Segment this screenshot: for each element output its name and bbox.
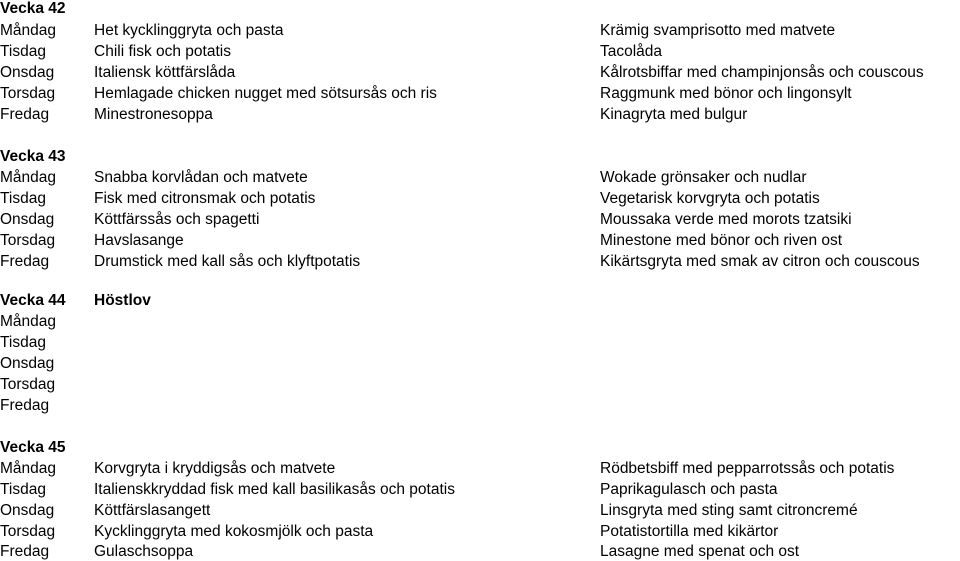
day-label: Onsdag bbox=[0, 502, 55, 519]
day-label: Måndag bbox=[0, 460, 57, 477]
day-label: Tisdag bbox=[0, 334, 46, 351]
day-label: Fredag bbox=[0, 543, 50, 560]
dish-alternative: Rödbetsbiff med pepparrotssås och potatis bbox=[600, 460, 895, 477]
dish-alternative: Wokade grönsaker och nudlar bbox=[600, 169, 807, 186]
day-label: Måndag bbox=[0, 313, 57, 330]
day-label: Måndag bbox=[0, 169, 57, 186]
dish-alternative: Kålrotsbiffar med champinjonsås och couscous bbox=[600, 64, 924, 81]
dish-primary: Minestronesoppa bbox=[94, 106, 213, 123]
dish-primary: Drumstick med kall sås och klyftpotatis bbox=[94, 253, 361, 270]
day-label: Torsdag bbox=[0, 232, 56, 249]
dish-primary: Köttfärssås och spagetti bbox=[94, 211, 260, 228]
day-label: Onsdag bbox=[0, 64, 55, 81]
dish-alternative: Krämig svamprisotto med matvete bbox=[600, 22, 836, 39]
dish-primary: Italiensk köttfärslåda bbox=[94, 64, 236, 81]
dish-primary: Chili fisk och potatis bbox=[94, 43, 231, 60]
day-label: Fredag bbox=[0, 397, 50, 414]
dish-primary: Havslasange bbox=[94, 232, 184, 249]
dish-primary: Köttfärslasangett bbox=[94, 502, 211, 519]
dish-primary: Hemlagade chicken nugget med sötsursås och ris bbox=[94, 85, 437, 102]
dish-primary: Korvgryta i kryddigsås och matvete bbox=[94, 460, 336, 477]
day-label: Fredag bbox=[0, 106, 50, 123]
dish-alternative: Vegetarisk korvgryta och potatis bbox=[600, 190, 820, 207]
week-header: Vecka 43 bbox=[0, 148, 66, 165]
dish-alternative: Minestone med bönor och riven ost bbox=[600, 232, 843, 249]
dish-alternative: Kikärtsgryta med smak av citron och couscous bbox=[600, 253, 920, 270]
dish-primary: Snabba korvlådan och matvete bbox=[94, 169, 308, 186]
week-header: Vecka 44 bbox=[0, 292, 66, 309]
dish-alternative: Paprikagulasch och pasta bbox=[600, 481, 778, 498]
dish-alternative: Moussaka verde med morots tzatsiki bbox=[600, 211, 852, 228]
day-label: Tisdag bbox=[0, 481, 46, 498]
dish-alternative: Potatistortilla med kikärtor bbox=[600, 523, 779, 540]
dish-primary: Italienskkryddad fisk med kall basilikasås och potatis bbox=[94, 481, 455, 498]
dish-alternative: Kinagryta med bulgur bbox=[600, 106, 748, 123]
dish-alternative: Raggmunk med bönor och lingonsylt bbox=[600, 85, 852, 102]
dish-primary: Kycklinggryta med kokosmjölk och pasta bbox=[94, 523, 374, 540]
dish-alternative: Tacolåda bbox=[600, 43, 663, 60]
day-label: Måndag bbox=[0, 22, 57, 39]
week-header: Vecka 45 bbox=[0, 439, 66, 456]
holiday-note: Höstlov bbox=[94, 292, 151, 309]
day-label: Tisdag bbox=[0, 43, 46, 60]
dish-alternative: Linsgryta med sting samt citroncremé bbox=[600, 502, 858, 519]
dish-primary: Het kycklinggryta och pasta bbox=[94, 22, 284, 39]
day-label: Tisdag bbox=[0, 190, 46, 207]
day-label: Torsdag bbox=[0, 85, 56, 102]
dish-primary: Gulaschsoppa bbox=[94, 543, 194, 560]
week-header: Vecka 42 bbox=[0, 0, 66, 17]
day-label: Onsdag bbox=[0, 355, 55, 372]
dish-primary: Fisk med citronsmak och potatis bbox=[94, 190, 316, 207]
day-label: Fredag bbox=[0, 253, 50, 270]
day-label: Torsdag bbox=[0, 523, 56, 540]
dish-alternative: Lasagne med spenat och ost bbox=[600, 543, 800, 560]
day-label: Torsdag bbox=[0, 376, 56, 393]
day-label: Onsdag bbox=[0, 211, 55, 228]
